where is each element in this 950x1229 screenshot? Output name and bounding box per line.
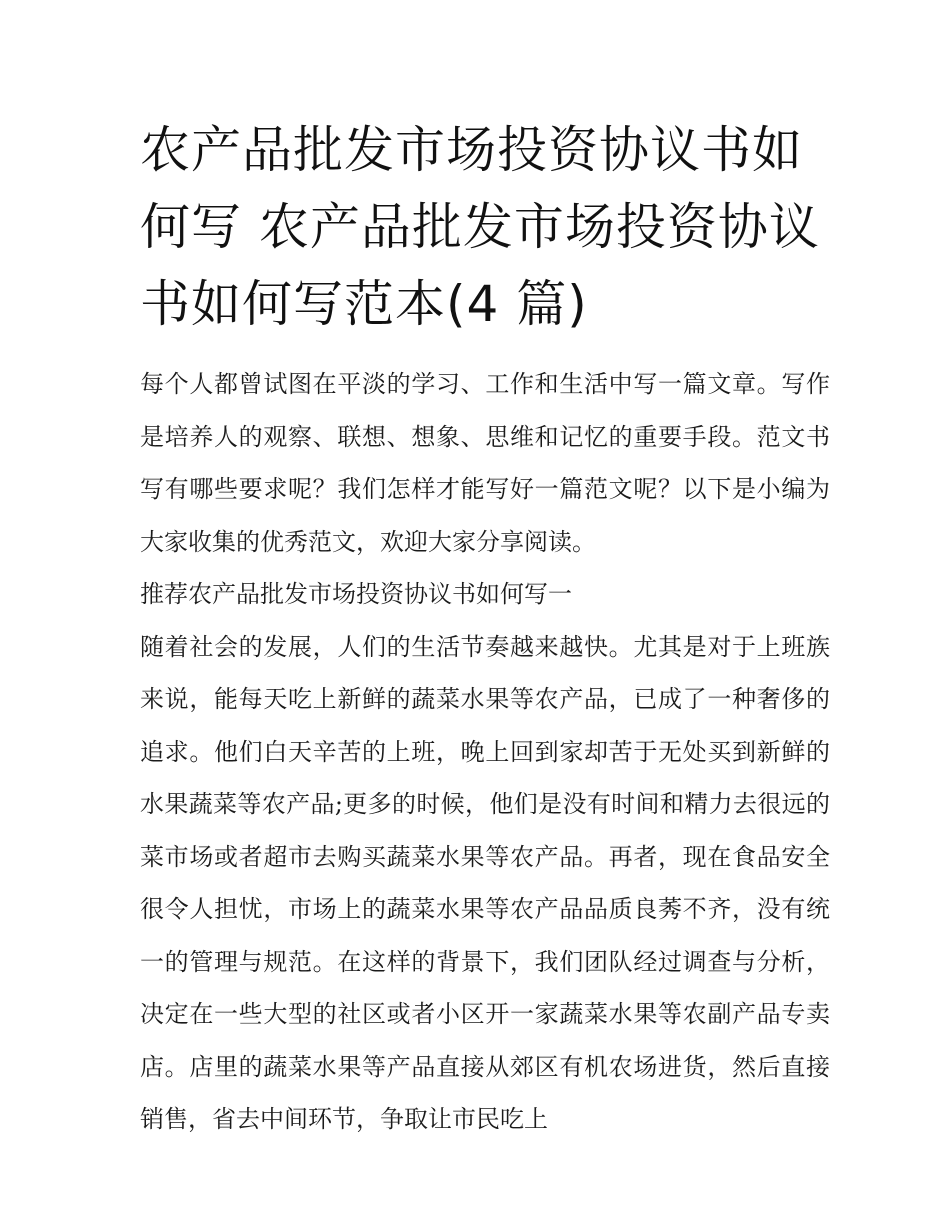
document-body bbox=[140, 358, 830, 1146]
section-heading: 推荐农产品批发市场投资协议书如何写一 bbox=[140, 580, 572, 608]
body-paragraph: 随着社会的发展，人们的生活节奏越来越快。尤其是对于上班族来说，能每天吃上新鲜的蔬菜水果等农产品，已成了一种奢侈的追求。他们白天辛苦的上班，晚上回到家却苦于无处买到新鲜的水果蔬菜等农产品;更多的时候，他们是没有时间和精力去很远的菜市场或者超市去购买蔬菜水果等农产品。再者，现在食品安全很令人担忧，市场上的蔬菜水果等农产品品质良莠不齐，没有统一的管理与规范。在这样的背景下，我们团队经过调查与分析，决定在一些大型的社区或者小区开一家蔬菜水果等农副产品专卖店。店里的蔬菜水果等产品直接从郊区有机农场进货，然后直接销售，省去中间环节，争取让市民吃上 bbox=[140, 632, 830, 1133]
intro-paragraph: 每个人都曾试图在平淡的学习、工作和生活中写一篇文章。写作是培养人的观察、联想、想象、思维和记忆的重要手段。范文书写有哪些要求呢？我们怎样才能写好一篇范文呢？以下是小编为大家收集的优秀范文，欢迎大家分享阅读。 bbox=[140, 370, 830, 556]
document-title: 农产品批发市场投资协议书如何写 农产品批发市场投资协议书如何写范本(4 篇) bbox=[140, 121, 820, 333]
